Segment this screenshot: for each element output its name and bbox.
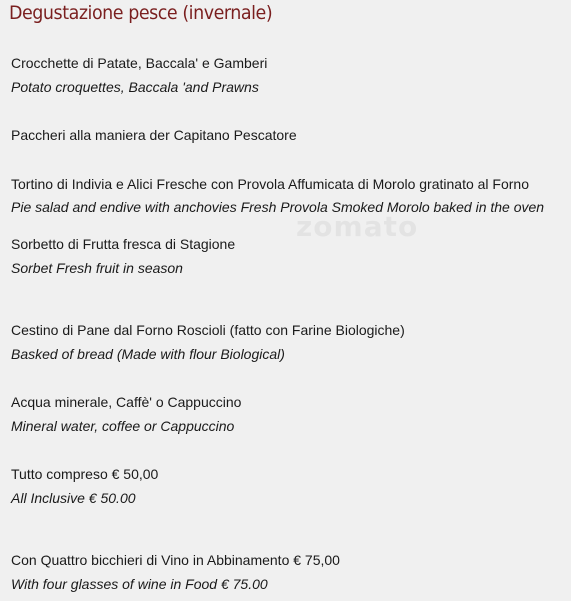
price-inclusive-italian: Tutto compreso € 50,00 bbox=[11, 466, 159, 482]
menu-item-italian: Crocchette di Patate, Baccala' e Gamberi bbox=[11, 55, 268, 71]
price-wine-italian: Con Quattro bicchieri di Vino in Abbinamento € 75,00 bbox=[11, 552, 340, 568]
watermark-logo: zomato bbox=[296, 210, 419, 243]
menu-item-english: Mineral water, coffee or Cappuccino bbox=[11, 418, 235, 434]
menu-item-italian: Acqua minerale, Caffè' o Cappuccino bbox=[11, 394, 242, 410]
menu-item-english: Pie salad and endive with anchovies Fresh Provola Smoked Morolo baked in the oven bbox=[11, 199, 545, 215]
menu-item-italian: Tortino di Indivia e Alici Fresche con Provola Affumicata di Morolo gratinato al Forno bbox=[11, 176, 529, 192]
price-wine-english: With four glasses of wine in Food € 75.00 bbox=[11, 576, 268, 592]
menu-item-italian: Sorbetto di Frutta fresca di Stagione bbox=[11, 236, 236, 252]
menu-item-english: Sorbet Fresh fruit in season bbox=[11, 260, 183, 276]
menu-item-english: Basked of bread (Made with flour Biological) bbox=[11, 346, 285, 362]
menu-title: Degustazione pesce (invernale) bbox=[9, 2, 273, 24]
menu-item-english: Potato croquettes, Baccala 'and Prawns bbox=[11, 79, 259, 95]
menu-item-italian: Paccheri alla maniera der Capitano Pescatore bbox=[11, 127, 297, 143]
menu-item-italian: Cestino di Pane dal Forno Roscioli (fatto con Farine Biologiche) bbox=[11, 322, 405, 338]
price-inclusive-english: All Inclusive € 50.00 bbox=[11, 490, 136, 506]
